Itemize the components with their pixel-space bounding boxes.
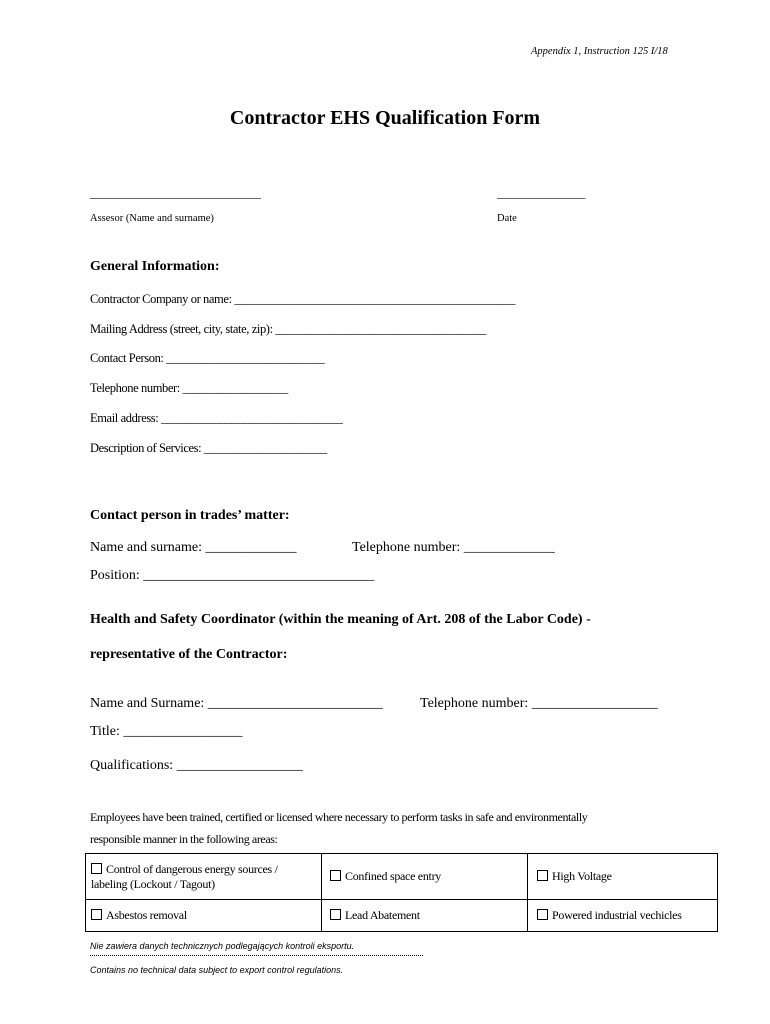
area-label: High Voltage — [552, 869, 612, 883]
area-cell-confined-space[interactable] — [322, 854, 528, 900]
checkbox-icon[interactable] — [91, 909, 102, 920]
employees-statement-line1: Employees have been trained, certified or licensed where necessary to perform tasks in safe and environmentally — [90, 810, 588, 824]
area-label: Control of dangerous energy sources / labeling (Lockout / Tagout) — [91, 861, 278, 891]
trades-contact-heading: Contact person in trades’ matter: — [90, 508, 290, 523]
date-label: Date — [497, 213, 517, 224]
coordinator-heading: Health and Safety Coordinator (within the meaning of Art. 208 of the Labor Code) - — [90, 612, 591, 627]
area-cell-high-voltage[interactable] — [528, 854, 718, 900]
export-notice-polish: Nie zawiera danych technicznych podlegających kontroli eksportu. — [90, 941, 355, 951]
description-of-services-field[interactable]: Description of Services: _____________________ — [90, 441, 327, 455]
area-cell-asbestos[interactable] — [86, 900, 322, 932]
checkbox-icon[interactable] — [91, 863, 102, 874]
footer-divider — [90, 955, 423, 956]
area-label: Powered industrial vechicles — [552, 908, 682, 922]
area-cell-powered-vehicles[interactable] — [528, 900, 718, 932]
appendix-reference: Appendix 1, Instruction 125 I/18 — [531, 46, 668, 57]
checkbox-icon[interactable] — [330, 870, 341, 881]
coordinator-name-field[interactable]: Name and Surname: _________________________ — [90, 696, 383, 711]
area-label: Asbestos removal — [106, 908, 187, 922]
table-row — [86, 854, 718, 900]
date-line[interactable]: ________________ — [497, 186, 585, 200]
contact-person-field[interactable]: Contact Person: ___________________________ — [90, 351, 325, 365]
coordinator-telephone-field[interactable]: Telephone number: __________________ — [420, 696, 658, 711]
assessor-signature-line[interactable]: _______________________________ — [90, 186, 261, 200]
employees-statement-line2: responsible manner in the following areas: — [90, 832, 278, 846]
checkbox-icon[interactable] — [537, 870, 548, 881]
area-cell-lead-abatement[interactable] — [322, 900, 528, 932]
trades-telephone-field[interactable]: Telephone number: _____________ — [352, 540, 555, 555]
general-information-heading: General Information: — [90, 259, 220, 274]
trades-name-field[interactable]: Name and surname: _____________ — [90, 540, 297, 555]
mailing-address-field[interactable]: Mailing Address (street, city, state, zip): ____________________________________ — [90, 322, 486, 336]
coordinator-title-field[interactable]: Title: _________________ — [90, 724, 243, 739]
page-title: Contractor EHS Qualification Form — [229, 107, 541, 129]
area-label: Lead Abatement — [345, 908, 420, 922]
telephone-field[interactable]: Telephone number: __________________ — [90, 381, 288, 395]
area-cell-lockout[interactable] — [86, 854, 322, 900]
coordinator-heading-continued: representative of the Contractor: — [90, 647, 288, 662]
table-row — [86, 900, 718, 932]
checkbox-icon[interactable] — [537, 909, 548, 920]
export-notice-english: Contains no technical data subject to export control regulations. — [90, 965, 344, 975]
email-field[interactable]: Email address: _______________________________ — [90, 411, 343, 425]
trades-position-field[interactable]: Position: _________________________________ — [90, 568, 375, 583]
coordinator-qualifications-field[interactable]: Qualifications: __________________ — [90, 758, 303, 773]
assessor-label: Assesor (Name and surname) — [90, 213, 214, 224]
training-areas-table — [85, 853, 718, 932]
checkbox-icon[interactable] — [330, 909, 341, 920]
area-label: Confined space entry — [345, 869, 441, 883]
contractor-company-field[interactable]: Contractor Company or name: ________________________________________________ — [90, 292, 516, 306]
